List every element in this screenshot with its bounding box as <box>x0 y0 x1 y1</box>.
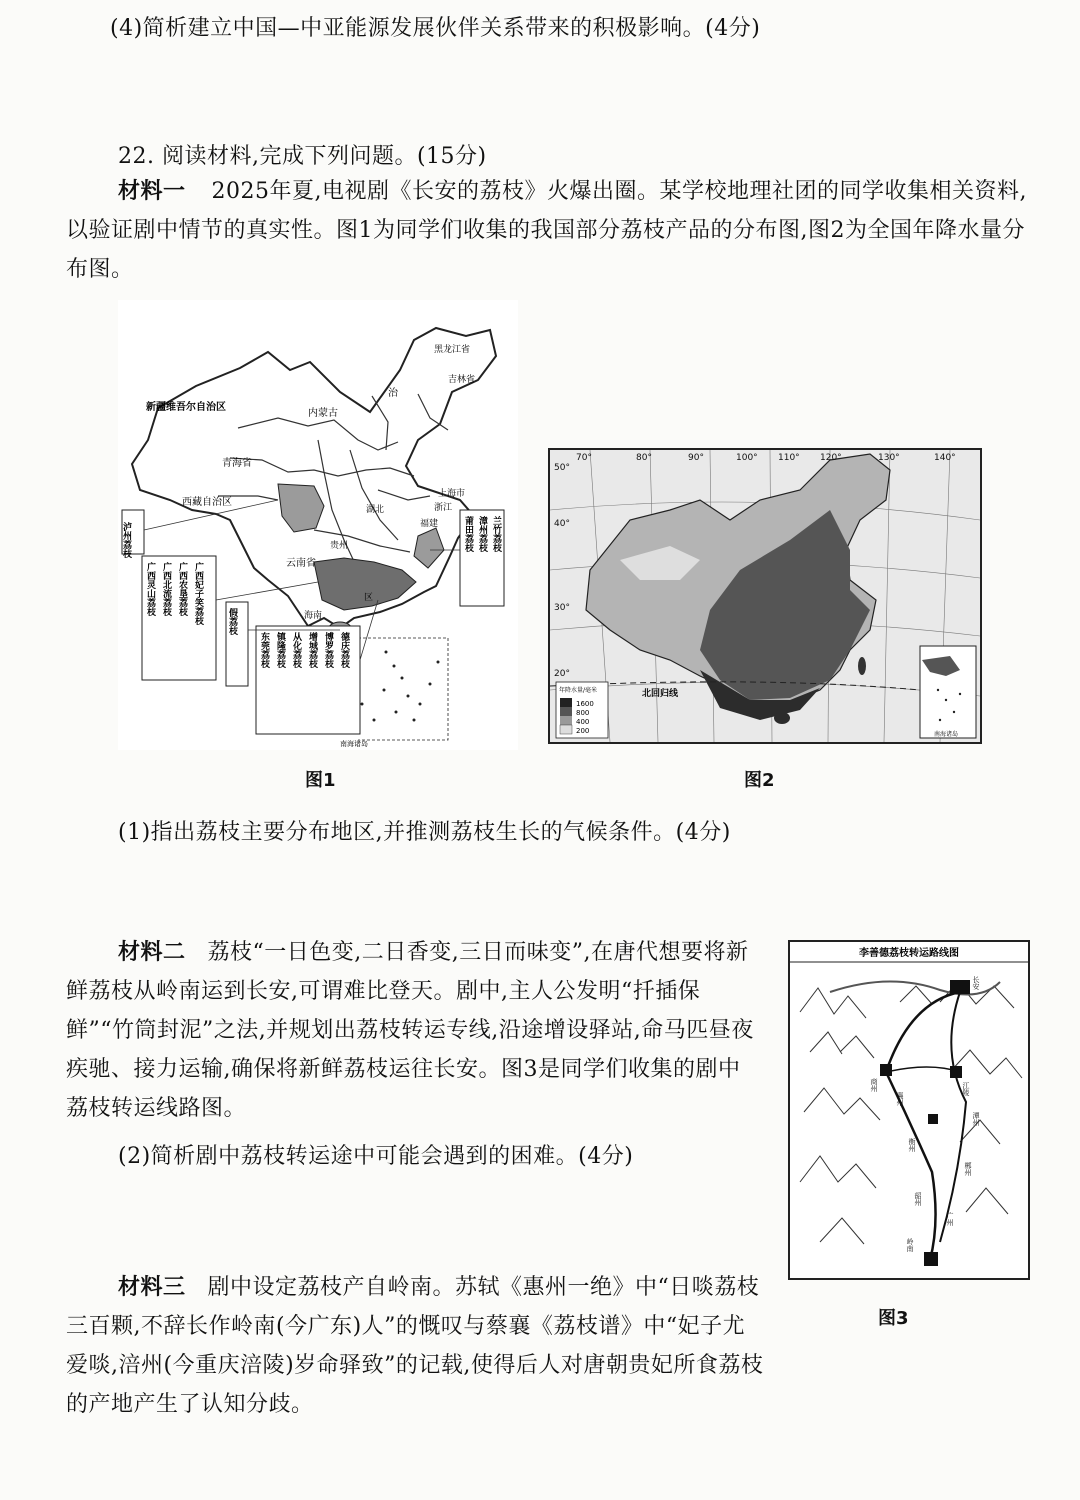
lon-130: 130° <box>878 453 900 463</box>
lat-40: 40° <box>554 519 570 529</box>
question-22-title: 22. 阅读材料,完成下列问题。(15分) <box>118 144 487 169</box>
figure-1-map <box>118 300 518 750</box>
place-chenzhou: 郴州 <box>964 1162 972 1176</box>
tropic-label: 北回归线 <box>642 689 679 699</box>
precipitation-legend <box>556 682 608 738</box>
legend-title: 年降水量/毫米 <box>559 687 598 694</box>
south-sea-inset <box>920 646 976 738</box>
label-xinjiang: 新疆维吾尔自治区 <box>146 402 226 413</box>
place-jiangling: 江陵 <box>962 1082 970 1096</box>
material-3-first <box>66 1268 766 1424</box>
box-guangdong-6: 德庆荔枝 <box>339 632 349 668</box>
box-fujian-1: 莆田荔枝 <box>463 516 473 552</box>
lon-100: 100° <box>736 453 758 463</box>
label-xizang: 西藏自治区 <box>182 497 232 508</box>
material-2-text: 荔枝“一日色变,二日香变,三日而味变”,在唐代想要将新鲜荔枝从岭南运到长安,可谓难比登天。剧中,主人公发明“扦插保鲜”“竹筒封泥”之法,并规划出荔枝转运专线,沿途增设驿站,命马匹昼夜疾驰、接力运输,确保将新鲜荔枝运往长安。图3是同学们收集的剧中荔枝转运线路图。 <box>66 940 754 1121</box>
place-xiangzhou: 襄州 <box>896 1092 904 1106</box>
material-3-lead: 材料三 <box>118 1274 186 1300</box>
mountain-sketches <box>800 982 1022 1244</box>
label-yunnan: 云南省 <box>286 558 316 569</box>
lon-90: 90° <box>688 453 704 463</box>
label-heilongjiang: 黑龙江省 <box>434 345 471 355</box>
china-lychee-map <box>118 300 518 750</box>
label-fujian: 福建 <box>420 519 439 529</box>
precipitation-map <box>550 450 980 742</box>
figure-3-route-map <box>788 940 1030 1280</box>
lon-140: 140° <box>934 453 956 463</box>
label-hubei: 湖北 <box>366 505 385 515</box>
lat-30: 30° <box>554 603 570 613</box>
place-lingnan: 岭南 <box>906 1238 914 1252</box>
label-shanghai: 上海市 <box>438 489 466 499</box>
place-changan: 长安 <box>972 976 980 990</box>
route-map <box>790 942 1028 1278</box>
material-2 <box>66 933 760 1128</box>
box-guangdong-4: 增城荔枝 <box>307 632 317 668</box>
lat-50: 50° <box>554 463 570 473</box>
label-guizhou: 贵州 <box>330 541 349 551</box>
label-hainan: 海南 <box>304 611 323 621</box>
label-qinghai: 青海省 <box>222 458 252 469</box>
material-3-text: 剧中设定荔枝产自岭南。苏轼《惠州一绝》中“日啖荔枝三百颗,不辞长作岭南(今广东)人”的慨叹与蔡襄《荔枝谱》中“妃子尤爱啖,涪州(今重庆涪陵)岁命驿致”的记载,使得后人对唐朝贵妃所食荔枝的产地产生了认知分歧。 <box>66 1275 764 1417</box>
label-jilin: 吉林省 <box>448 375 476 385</box>
box-guangdong-5: 博罗荔枝 <box>323 632 333 668</box>
box-guangxi-1: 广西灵山荔枝 <box>145 562 155 616</box>
material-1-text: 2025年夏,电视剧《长安的荔枝》火爆出圈。某学校地理社团的同学收集相关资料,以验证剧中情节的真实性。图1为同学们收集的我国部分荔枝产品的分布图,图2为全国年降水量分布图。 <box>66 179 1027 282</box>
box-luzhou: 泸州荔枝 <box>121 522 131 558</box>
question-4: (4)简析建立中国—中亚能源发展伙伴关系带来的积极影响。(4分) <box>110 16 761 41</box>
inset-label: 南海诸岛 <box>934 731 959 738</box>
box-guangxi-2: 广西北流荔枝 <box>161 562 171 616</box>
box-extra: 假荔枝 <box>227 608 237 635</box>
figure-2-map <box>548 448 982 744</box>
question-2: (2)简析剧中荔枝转运途中可能会遇到的困难。(4分) <box>118 1144 634 1169</box>
legend-1600: 1600 <box>576 700 594 708</box>
lat-20: 20° <box>554 669 570 679</box>
place-shangzhou: 商州 <box>870 1078 878 1092</box>
label-qu: 区 <box>364 593 374 603</box>
lon-120: 120° <box>820 453 842 463</box>
route-map-title: 李善德荔枝转运路线图 <box>859 948 959 959</box>
material-1-lead: 材料一 <box>118 178 186 204</box>
south-sea-islands <box>361 651 440 722</box>
box-fujian-2: 漳州荔枝 <box>477 516 487 552</box>
lon-110: 110° <box>778 453 800 463</box>
material-1 <box>66 172 1038 289</box>
box-guangdong-1: 东莞荔枝 <box>259 632 269 668</box>
label-zhejiang: 浙江 <box>434 503 453 513</box>
label-zhi: 治 <box>388 388 398 399</box>
figure-1-caption: 图1 <box>305 770 336 791</box>
place-tanzhou: 潭州 <box>972 1112 980 1126</box>
lon-80: 80° <box>636 453 652 463</box>
lon-70: 70° <box>576 453 592 463</box>
legend-200: 200 <box>576 727 590 735</box>
figure-2-caption: 图2 <box>744 770 775 791</box>
legend-400: 400 <box>576 718 590 726</box>
material-2-lead: 材料二 <box>118 939 186 965</box>
label-neimenggu: 内蒙古 <box>308 408 338 419</box>
box-guangxi-3: 广西农垦荔枝 <box>177 562 187 616</box>
box-guangdong-3: 从化荔枝 <box>291 632 301 668</box>
figure-3-caption: 图3 <box>878 1308 909 1329</box>
box-guangdong-2: 镇隆荔枝 <box>275 632 285 668</box>
question-1: (1)指出荔枝主要分布地区,并推测荔枝生长的气候条件。(4分) <box>118 820 731 845</box>
box-fujian-3: 兰竹荔枝 <box>491 516 501 552</box>
legend-800: 800 <box>576 709 590 717</box>
box-guangxi-4: 广西妃子笑荔枝 <box>193 562 203 625</box>
place-guangzhou: 广州 <box>946 1212 954 1226</box>
place-shaozhou: 韶州 <box>914 1192 922 1206</box>
place-hengzhou: 衡州 <box>908 1138 916 1152</box>
label-nanhai: 南海诸岛 <box>340 740 368 748</box>
